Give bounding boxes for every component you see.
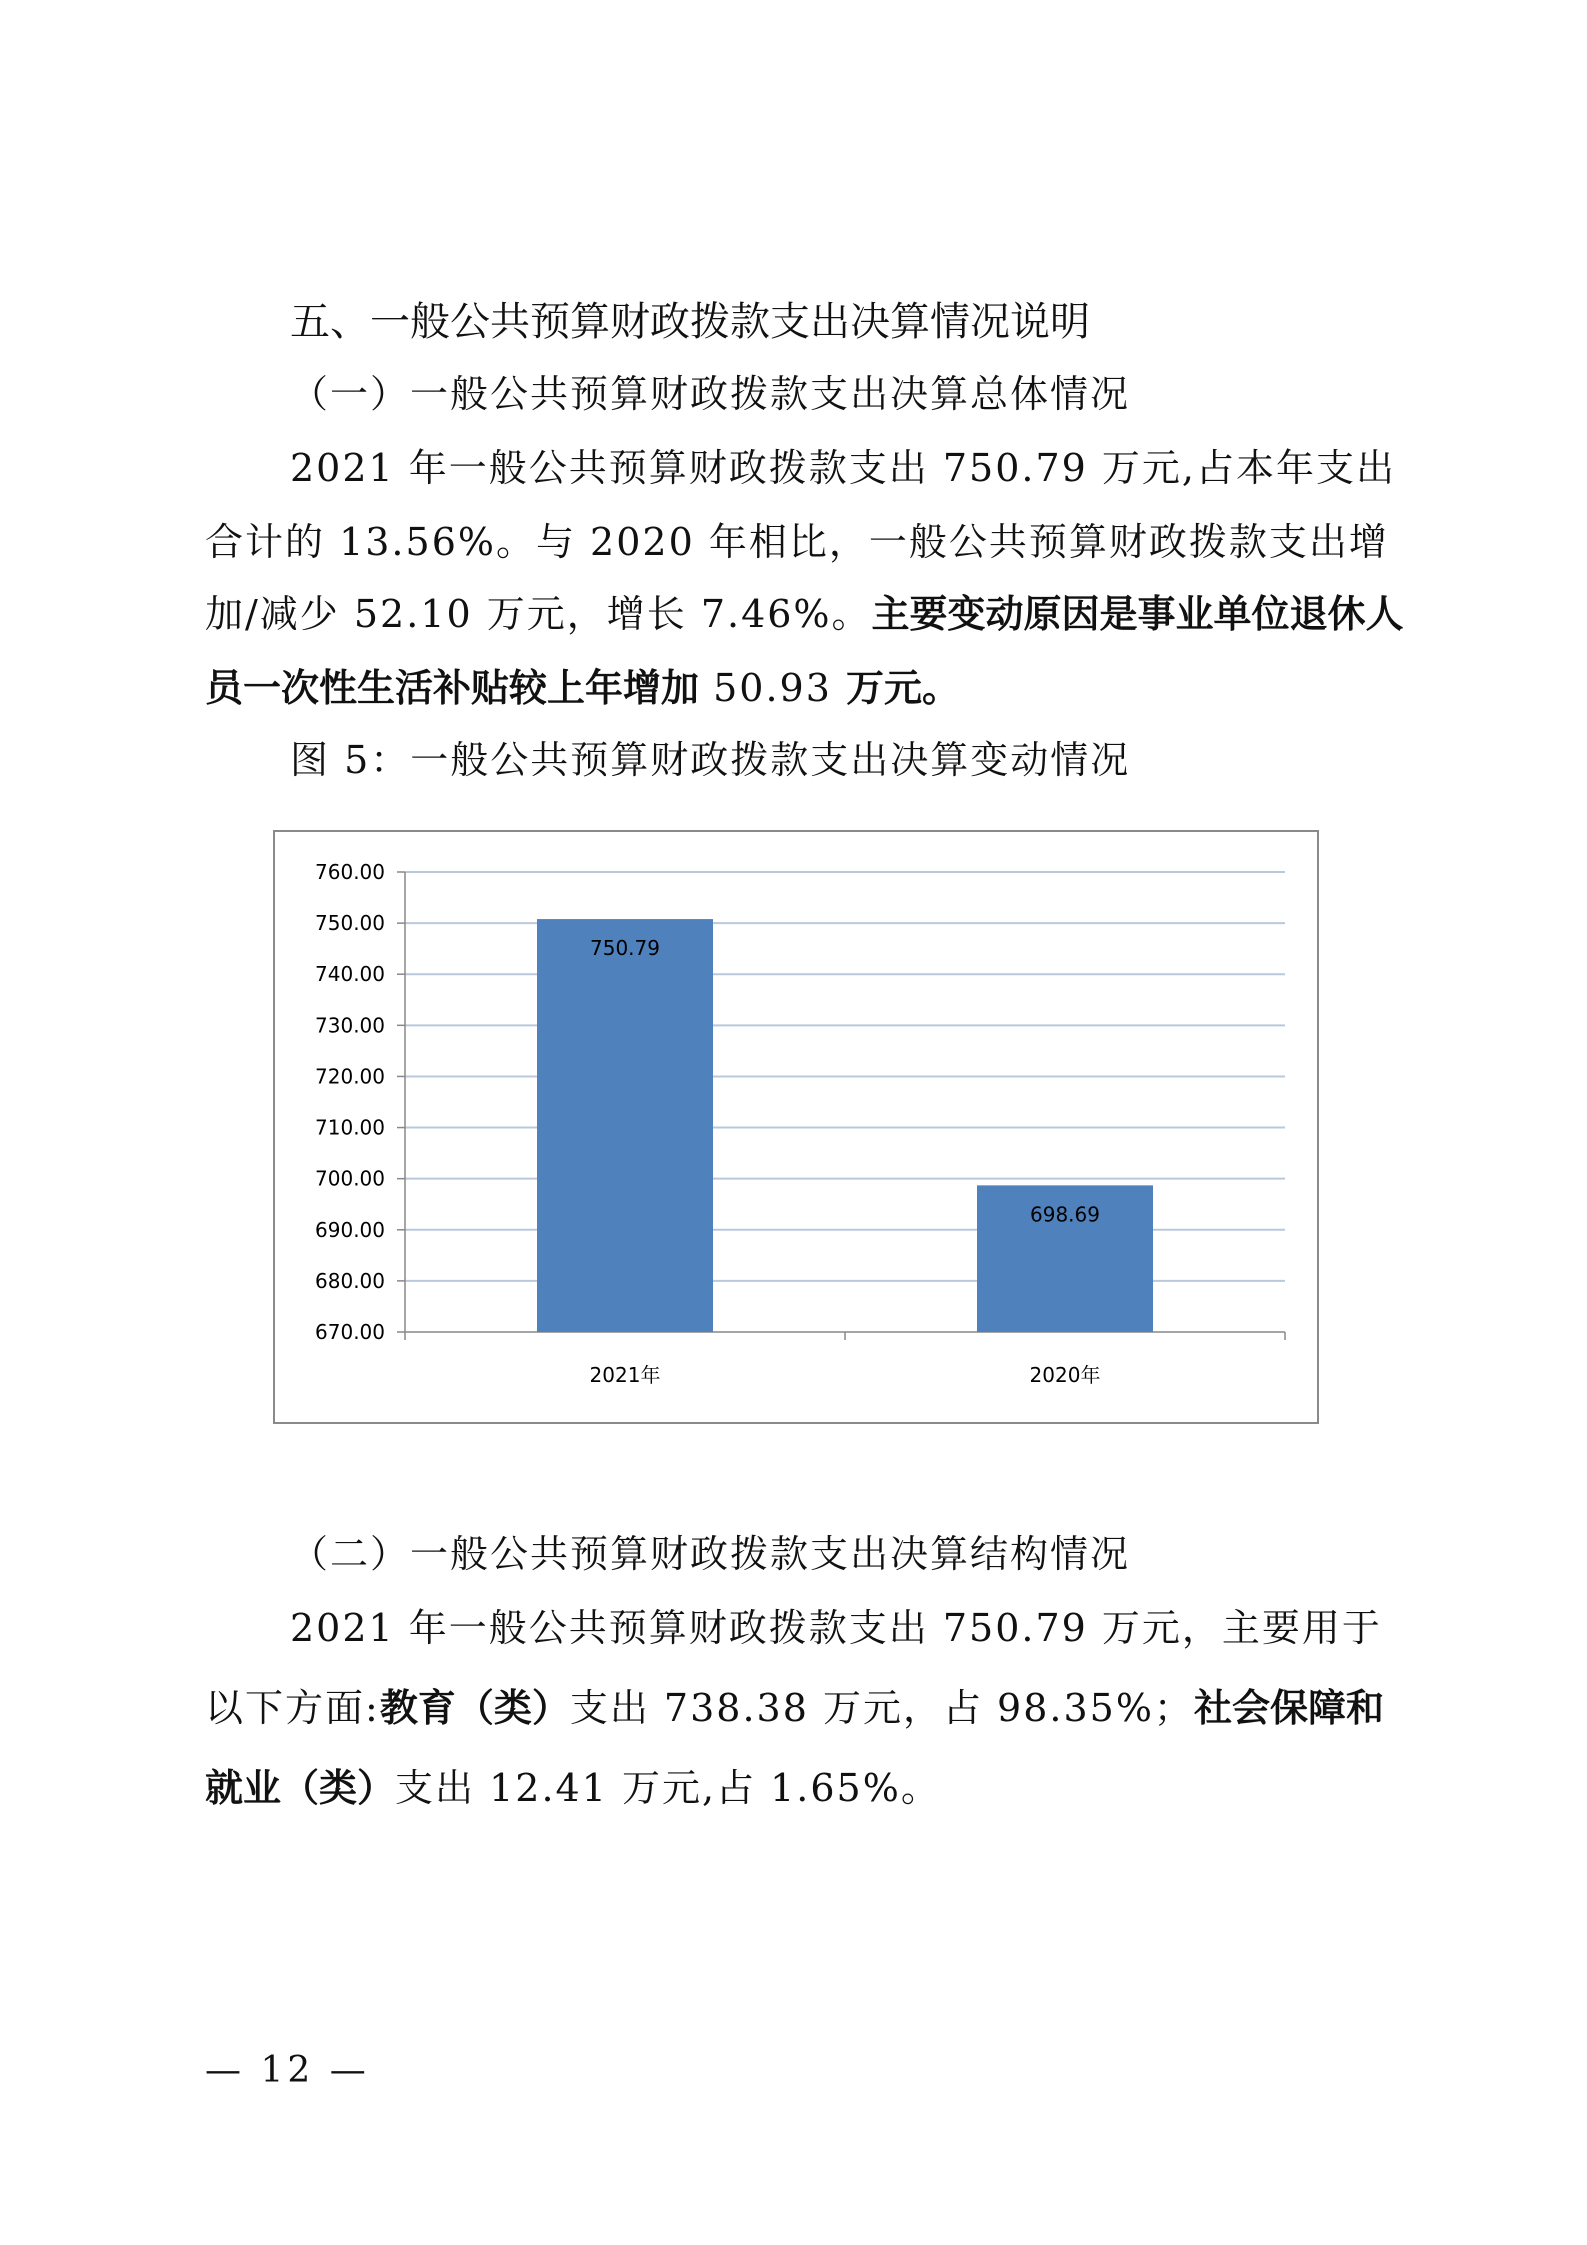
paragraph-1-line-1: 2021 年一般公共预算财政拨款支出 750.79 万元,占本年支出	[290, 446, 1396, 490]
y-tick-label: 730.00	[315, 1013, 385, 1038]
page-number: — 12 —	[205, 2050, 370, 2091]
change-reason-value: 50.93	[699, 666, 846, 710]
bar	[537, 919, 713, 1332]
x-category-label: 2021年	[589, 1363, 661, 1387]
employment-category: 就业（类）	[205, 1766, 396, 1810]
bar-chart-svg	[275, 832, 1317, 1422]
y-tick-label: 670.00	[315, 1320, 385, 1344]
paragraph-2-line-3	[205, 1764, 1395, 1812]
y-tick-label: 760.00	[315, 860, 385, 884]
education-category: 教育（类）	[379, 1686, 570, 1730]
y-tick-label: 680.00	[315, 1268, 385, 1293]
change-reason-bold-cont: 员一次性生活补贴较上年增加	[205, 666, 700, 710]
paragraph-2-line-1: 2021 年一般公共预算财政拨款支出 750.79 万元，主要用于	[290, 1606, 1382, 1650]
paragraph-2-line-2-lead: 以下方面:	[205, 1686, 380, 1730]
y-tick-label: 720.00	[315, 1064, 385, 1089]
section-title: 五、一般公共预算财政拨款支出决算情况说明	[290, 299, 1090, 345]
paragraph-2-line-2	[205, 1684, 1395, 1732]
paragraph-1-line-3-text: 加/减少 52.10 万元，增长 7.46%。	[205, 592, 872, 636]
y-tick-label: 750.00	[315, 911, 385, 936]
employment-amount: 支出 12.41 万元,占 1.65%。	[395, 1766, 941, 1810]
y-tick-label: 740.00	[315, 962, 385, 987]
bar-data-label: 698.69	[1030, 1202, 1100, 1227]
x-category-label: 2020年	[1029, 1363, 1101, 1387]
subsection-2-title: （二）一般公共预算财政拨款支出决算结构情况	[290, 1532, 1131, 1576]
change-reason-unit: 万元。	[845, 666, 960, 710]
subsection-1-title: （一）一般公共预算财政拨款支出决算总体情况	[290, 372, 1131, 416]
change-reason-bold: 主要变动原因是事业单位退休人	[871, 592, 1404, 636]
bar-data-label: 750.79	[590, 936, 660, 961]
paragraph-1-line-2: 合计的 13.56%。与 2020 年相比，一般公共预算财政拨款支出增	[205, 520, 1389, 564]
y-tick-label: 690.00	[315, 1217, 385, 1242]
y-tick-label: 700.00	[315, 1166, 385, 1191]
paragraph-1-line-4	[205, 664, 1395, 712]
figure-caption: 图 5：一般公共预算财政拨款支出决算变动情况	[290, 738, 1131, 782]
bar-chart	[273, 830, 1319, 1424]
y-tick-label: 710.00	[315, 1115, 385, 1140]
social-security-category: 社会保障和	[1193, 1686, 1384, 1730]
paragraph-1-line-3	[205, 590, 1404, 638]
education-amount: 支出 738.38 万元，占 98.35%；	[569, 1686, 1194, 1730]
